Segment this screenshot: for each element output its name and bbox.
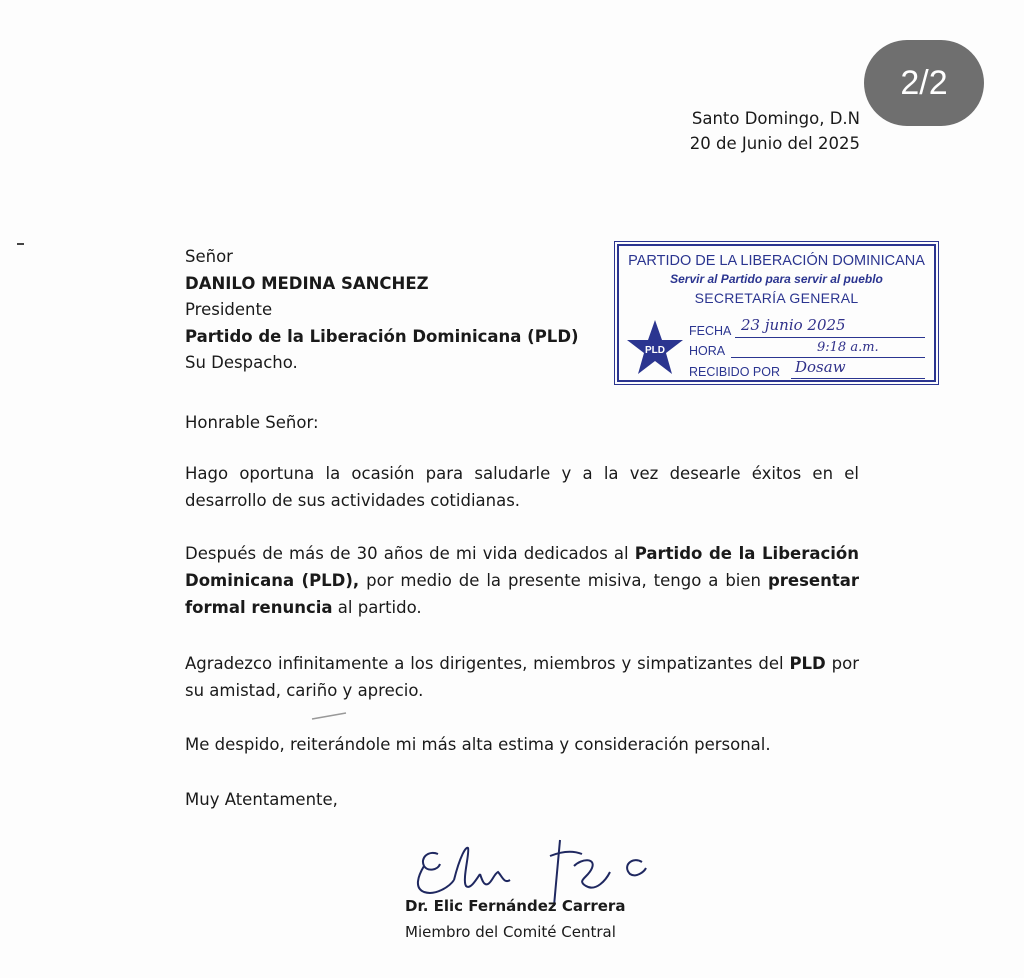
p2-resignation-bold: presentar formal renuncia: [185, 571, 859, 617]
stamp-line: [791, 378, 925, 379]
stamp-hora-label: HORA: [689, 344, 726, 358]
stamp-motto: Servir al Partido para servir al pueblo: [670, 272, 883, 286]
signatory-position: Miembro del Comité Central: [405, 923, 616, 941]
stamp-fecha-label: FECHA: [689, 324, 732, 338]
p2-party-bold: Partido de la Liberación Dominicana (PLD),: [185, 544, 859, 590]
p3-text: por su amistad, cariño y aprecio.: [185, 654, 859, 700]
recipient-salutation: Señor: [185, 247, 233, 266]
closing: Muy Atentamente,: [185, 790, 338, 809]
page-counter-badge: 2/2: [864, 40, 984, 126]
scan-mark: [312, 713, 346, 719]
stamp-department: SECRETARÍA GENERAL: [694, 290, 859, 306]
received-stamp: [617, 244, 936, 382]
stamp-recibido-value: Dosaw: [795, 358, 846, 376]
recipient-organization: Partido de la Liberación Dominicana (PLD): [185, 326, 579, 346]
signatory-name: Dr. Elic Fernández Carrera: [405, 897, 626, 915]
stamp-fecha-value: 23 junio 2025: [741, 316, 846, 334]
greeting: Honrable Señor:: [185, 413, 319, 432]
recipient-name: DANILO MEDINA SANCHEZ: [185, 273, 429, 293]
stamp-org: PARTIDO DE LA LIBERACIÓN DOMINICANA: [628, 253, 925, 269]
p3-text: Agradezco infinitamente a los dirigentes, miembros y simpatizantes del: [185, 654, 790, 673]
recipient-title: Presidente: [185, 300, 273, 319]
p2-text: por medio de la presente misiva, tengo a bien: [359, 571, 768, 590]
stamp-recibido-label: RECIBIDO POR: [689, 365, 780, 379]
stamp-hora-value: 9:18 a.m.: [817, 340, 879, 355]
date: 20 de Junio del 2025: [689, 134, 860, 153]
place: Santo Domingo, D.N: [691, 109, 860, 128]
paragraph-4: Me despido, reiterándole mi más alta estima y consideración personal.: [185, 735, 771, 754]
paragraph-3: [185, 650, 859, 704]
recipient-block: [185, 244, 579, 377]
stamp-line: [735, 337, 925, 338]
p2-text: al partido.: [332, 598, 422, 617]
recipient-office: Su Despacho.: [185, 353, 298, 372]
signature-block: [405, 893, 625, 945]
pld-logo-text: PLD: [645, 345, 665, 356]
p3-pld-bold: PLD: [789, 654, 826, 673]
pld-star-icon: [625, 318, 685, 376]
paragraph-1: Hago oportuna la ocasión para saludarle y a la vez desearle éxitos en el desarrollo de sus actividades cotidianas.: [185, 464, 859, 510]
p2-text: Después de más de 30 años de mi vida dedicados al: [185, 544, 635, 563]
paragraph-2: [185, 540, 859, 621]
date-block: [690, 106, 860, 156]
